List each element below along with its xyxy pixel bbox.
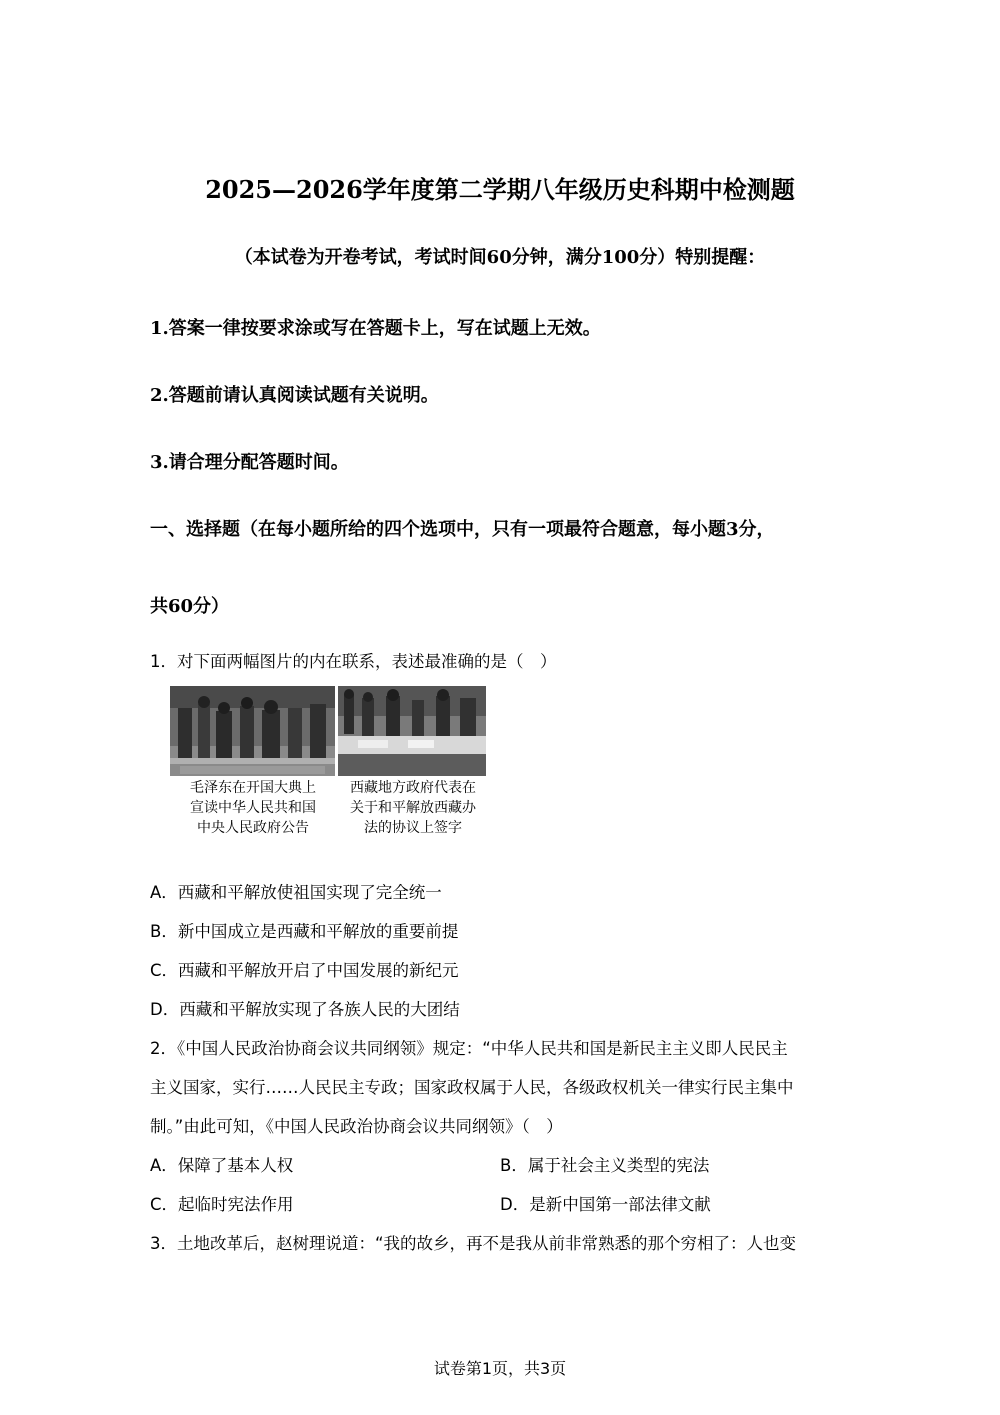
right-caption-line: 关于和平解放西藏办 (350, 800, 476, 816)
right-caption-line: 法的协议上签字 (364, 820, 462, 836)
note-2: 2.答题前请认真阅读试题有关说明。 (150, 385, 439, 406)
right-caption-line: 西藏地方政府代表在 (350, 780, 476, 796)
left-photo-caption (168, 778, 338, 838)
left-caption-line: 中央人民政府公告 (197, 820, 309, 836)
question-2-stem-line2: 主义国家，实行……人民民主专政；国家政权属于人民，各级政权机关一律实行民主集中 (150, 1078, 794, 1097)
founding-ceremony-photo (170, 686, 335, 776)
question-2-option-d: D．是新中国第一部法律文献 (500, 1195, 711, 1214)
page-footer: 试卷第1页，共3页 (433, 1359, 567, 1378)
question-1-figure (168, 686, 488, 836)
note-3: 3.请合理分配答题时间。 (150, 452, 349, 473)
question-1-option-c: C．西藏和平解放开启了中国发展的新纪元 (150, 961, 459, 980)
tibet-agreement-photo (338, 686, 486, 776)
exam-title: 2025—2026学年度第二学期八年级历史科期中检测题 (205, 175, 795, 204)
question-2-option-b: B．属于社会主义类型的宪法 (500, 1156, 710, 1175)
question-2-stem-line1: 2．《中国人民政治协商会议共同纲领》规定：“中华人民共和国是新民主主义即人民民主 (150, 1039, 788, 1058)
exam-subtitle: （本试卷为开卷考试，考试时间60分钟，满分100分）特别提醒： (234, 247, 766, 268)
note-1: 1.答案一律按要求涂或写在答题卡上，写在试题上无效。 (150, 318, 601, 339)
question-1-option-a: A．西藏和平解放使祖国实现了完全统一 (150, 883, 442, 902)
question-1-stem: 1．对下面两幅图片的内在联系，表述最准确的是（ ） (150, 652, 557, 671)
question-3-stem: 3．土地改革后，赵树理说道：“我的故乡，再不是我从前非常熟悉的那个穷相了：人也变 (150, 1234, 797, 1253)
section-heading-line1: 一、选择题（在每小题所给的四个选项中，只有一项最符合题意，每小题3分， (150, 519, 775, 540)
question-2-option-a: A．保障了基本人权 (150, 1156, 294, 1175)
question-1-option-d: D．西藏和平解放实现了各族人民的大团结 (150, 1000, 460, 1019)
question-2-option-c: C．起临时宪法作用 (150, 1195, 294, 1214)
left-caption-line: 宣读中华人民共和国 (190, 800, 316, 816)
right-photo-caption (333, 778, 493, 838)
section-heading-line2: 共60分） (150, 596, 230, 617)
question-1-option-b: B．新中国成立是西藏和平解放的重要前提 (150, 922, 459, 941)
left-caption-line: 毛泽东在开国大典上 (190, 780, 316, 796)
question-2-stem-line3: 制。”由此可知，《中国人民政治协商会议共同纲领》（ ） (150, 1117, 563, 1136)
